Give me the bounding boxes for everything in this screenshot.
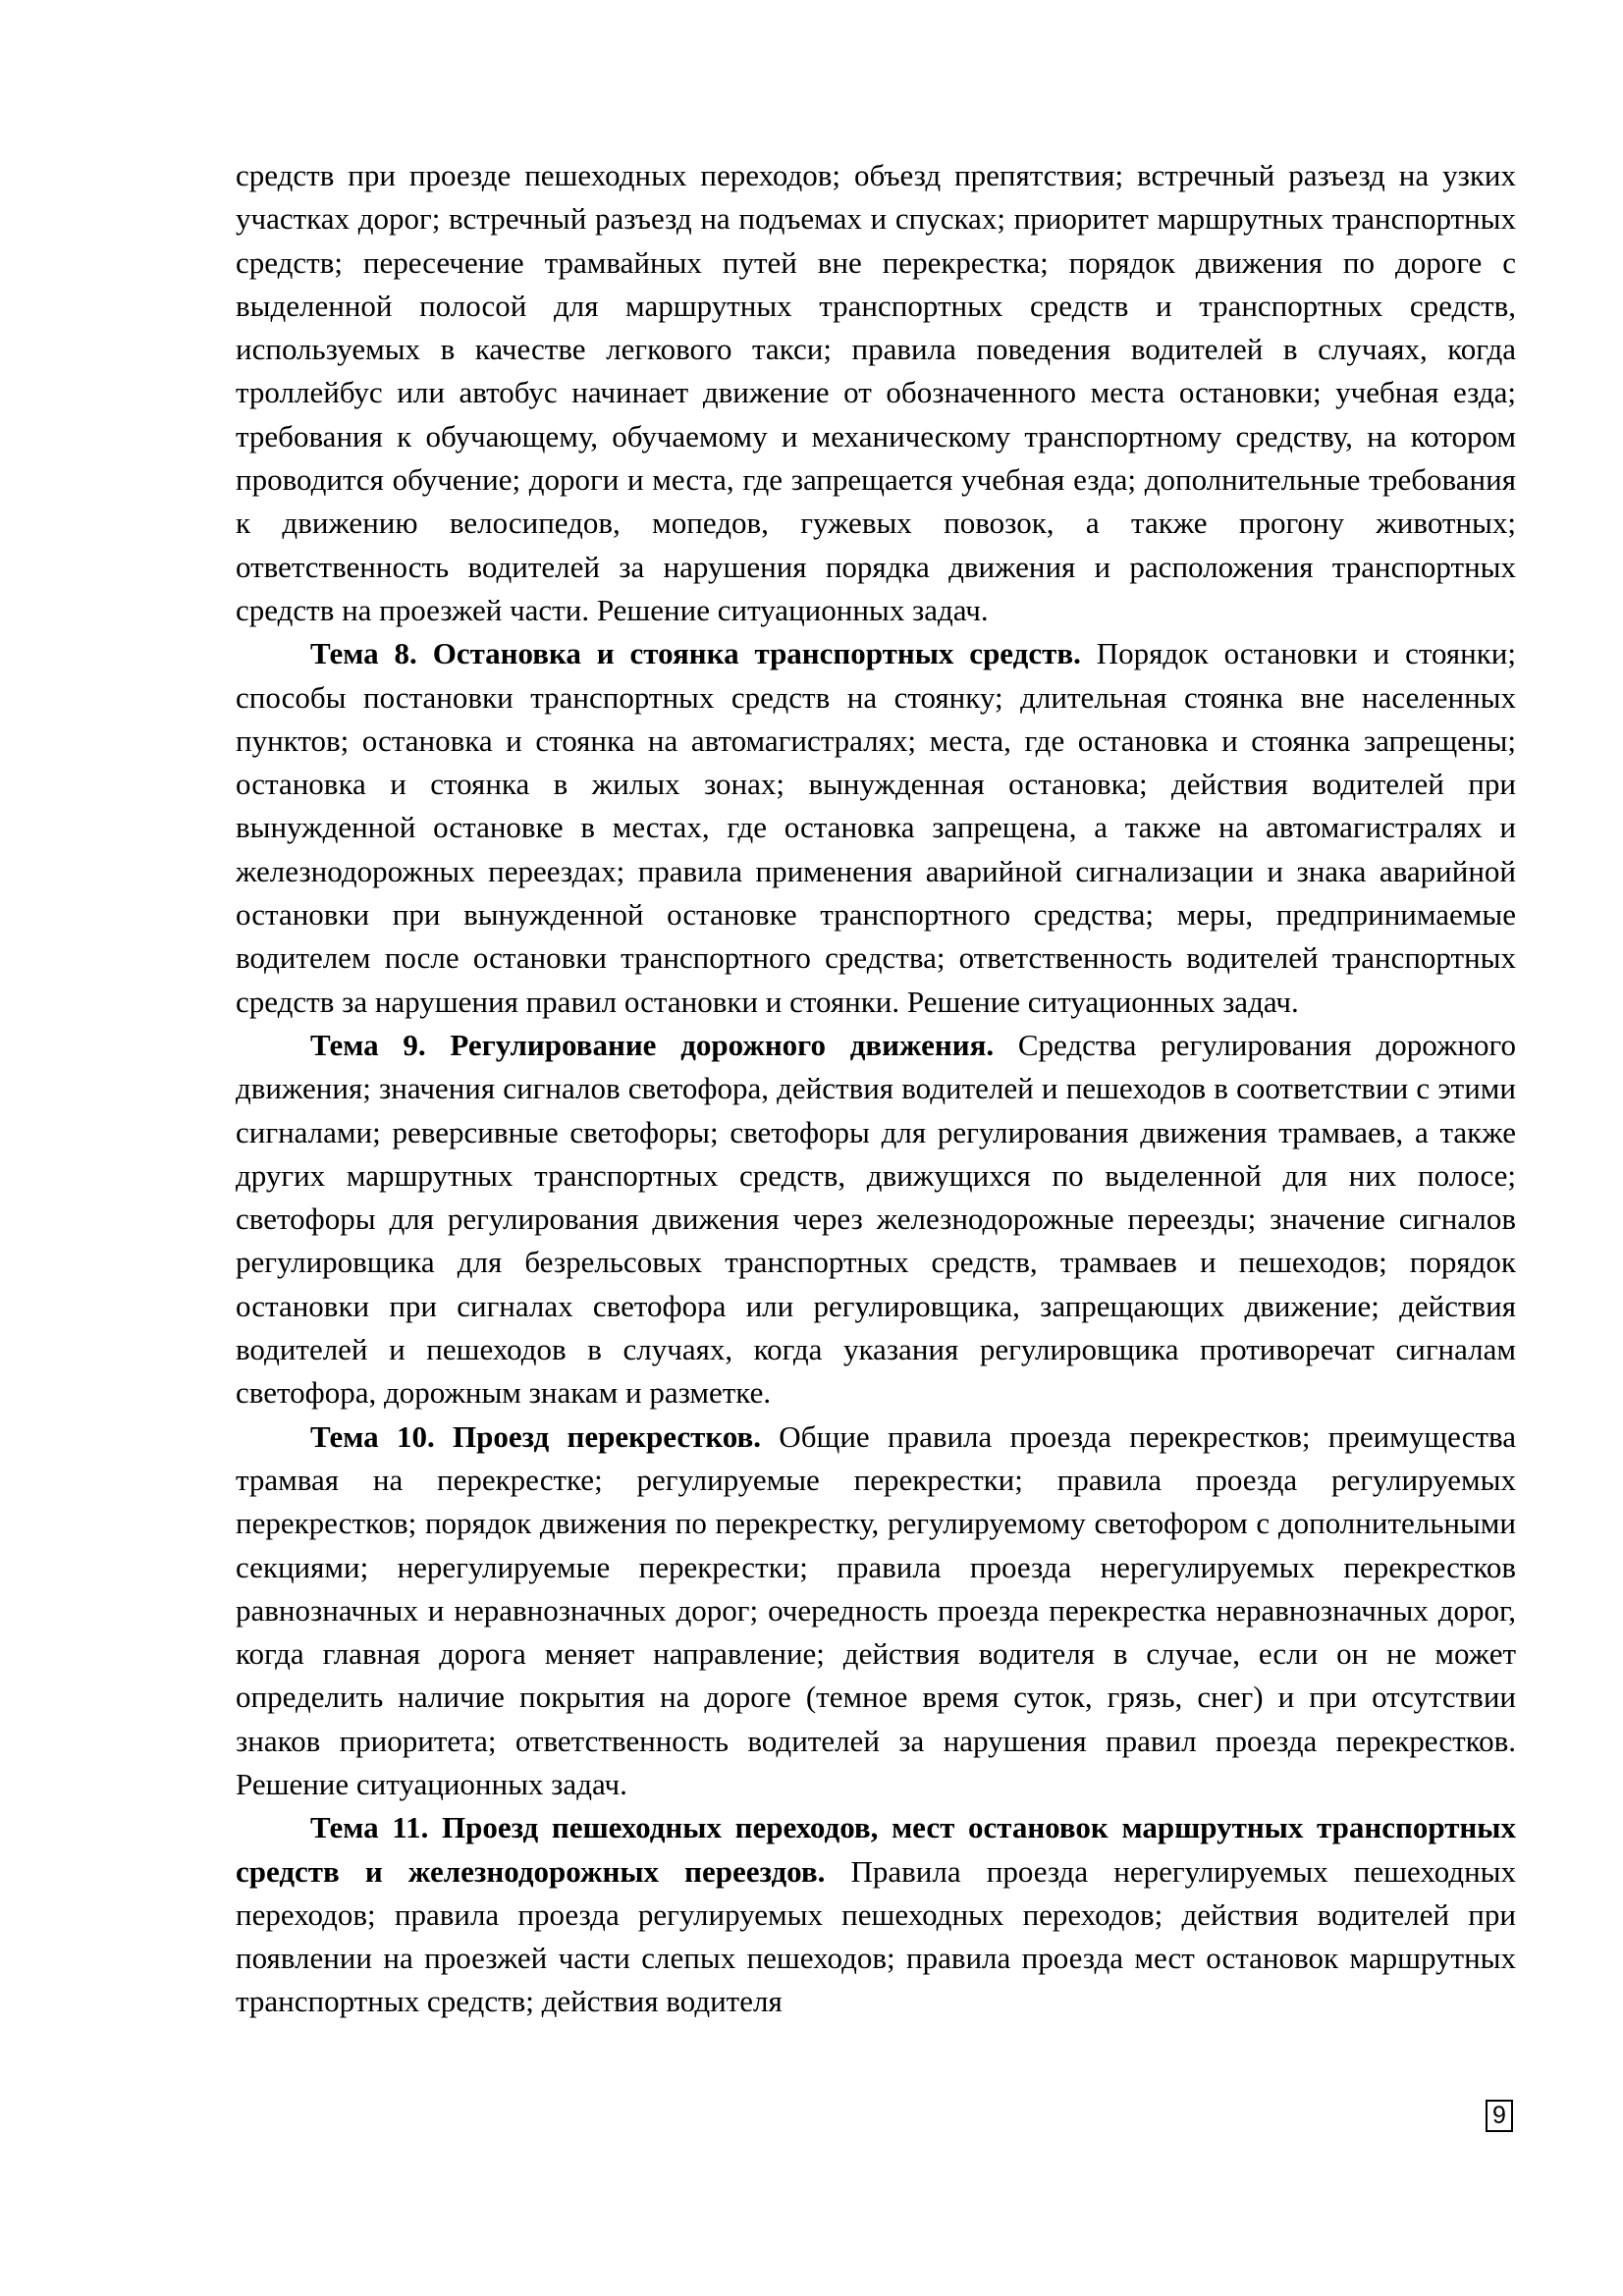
page-number: 9 <box>1486 2100 1513 2132</box>
paragraph-text: Общие правила проезда перекрестков; преимущества трамвая на перекрестке; регулируемые перекрестки; правила проезда регулируемых перекрестков; порядок движения по перекрестку, регулируемому светофором с дополнительными секциями; нерегулируемые перекрестки; правила проезда нерегулируемых перекрестков равнозначных и неравнозначных дорог; очередность проезда перекрестка неравнозначных дорог, когда главная дорога меняет направление; действия водителя в случае, если он не может определить наличие покрытия на дороге (темное время суток, грязь, снег) и при отсутствии знаков приоритета; ответственность водителей за нарушения правил проезда перекрестков. Решение ситуационных задач. <box>236 1418 1516 1801</box>
paragraph-text: Порядок остановки и стоянки; способы постановки транспортных средств на стоянку; длительная стоянка вне населенных пунктов; остановка и стоянка на автомагистралях; места, где остановка и стоянка запрещены; остановка и стоянка в жилых зонах; вынужденная остановка; действия водителей при вынужденной остановке в местах, где остановка запрещена, а также на автомагистралях и железнодорожных переездах; правила применения аварийной сигнализации и знака аварийной остановки при вынужденной остановке транспортного средства; меры, предпринимаемые водителем после остановки транспортного средства; ответственность водителей транспортных средств за нарушения правил остановки и стоянки. Решение ситуационных задач. <box>236 636 1516 1019</box>
paragraph-topic-9 <box>236 1024 1516 1415</box>
topic-heading: Тема 9. Регулирование дорожного движения. <box>310 1027 995 1062</box>
topic-heading: Тема 10. Проезд перекрестков. <box>310 1418 762 1454</box>
paragraph-continuation <box>236 154 1516 632</box>
paragraph-topic-10 <box>236 1415 1516 1807</box>
paragraph-topic-11 <box>236 1806 1516 2023</box>
paragraph-text: средств при проезде пешеходных переходов; объезд препятствия; встречный разъезд на узких участках дорог; встречный разъезд на подъемах и спусках; приоритет маршрутных транспортных средств; пересечение трамвайных путей вне перекрестка; порядок движения по дороге с выделенной полосой для маршрутных транспортных средств и транспортных средств, используемых в качестве легкового такси; правила поведения водителей в случаях, когда троллейбус или автобус начинает движение от обозначенного места остановки; учебная езда; требования к обучающему, обучаемому и механическому транспортному средству, на котором проводится обучение; дороги и места, где запрещается учебная езда; дополнительные требования к движению велосипедов, мопедов, гужевых повозок, а также прогону животных; ответственность водителей за нарушения порядка движения и расположения транспортных средств на проезжей части. Решение ситуационных задач. <box>236 158 1516 627</box>
document-body <box>236 154 1516 2024</box>
paragraph-topic-8 <box>236 632 1516 1024</box>
paragraph-text: Средства регулирования дорожного движения; значения сигналов светофора, действия водителей и пешеходов в соответствии с этими сигналами; реверсивные светофоры; светофоры для регулирования движения трамваев, а также других маршрутных транспортных средств, движущихся по выделенной для них полосе; светофоры для регулирования движения через железнодорожные переезды; значение сигналов регулировщика для безрельсовых транспортных средств, трамваев и пешеходов; порядок остановки при сигналах светофора или регулировщика, запрещающих движение; действия водителей и пешеходов в случаях, когда указания регулировщика противоречат сигналам светофора, дорожным знакам и разметке. <box>236 1027 1516 1411</box>
paragraph-text: Правила проезда нерегулируемых пешеходных переходов; правила проезда регулируемых пешеходных переходов; действия водителей при появлении на проезжей части слепых пешеходов; правила проезда мест остановок маршрутных транспортных средств; действия водителя <box>236 1853 1516 2019</box>
topic-heading: Тема 8. Остановка и стоянка транспортных средств. <box>310 636 1081 671</box>
topic-heading: Тема 11. Проезд пешеходных переходов, мест остановок маршрутных транспортных средств и железнодорожных переездов. <box>236 1810 1516 1889</box>
